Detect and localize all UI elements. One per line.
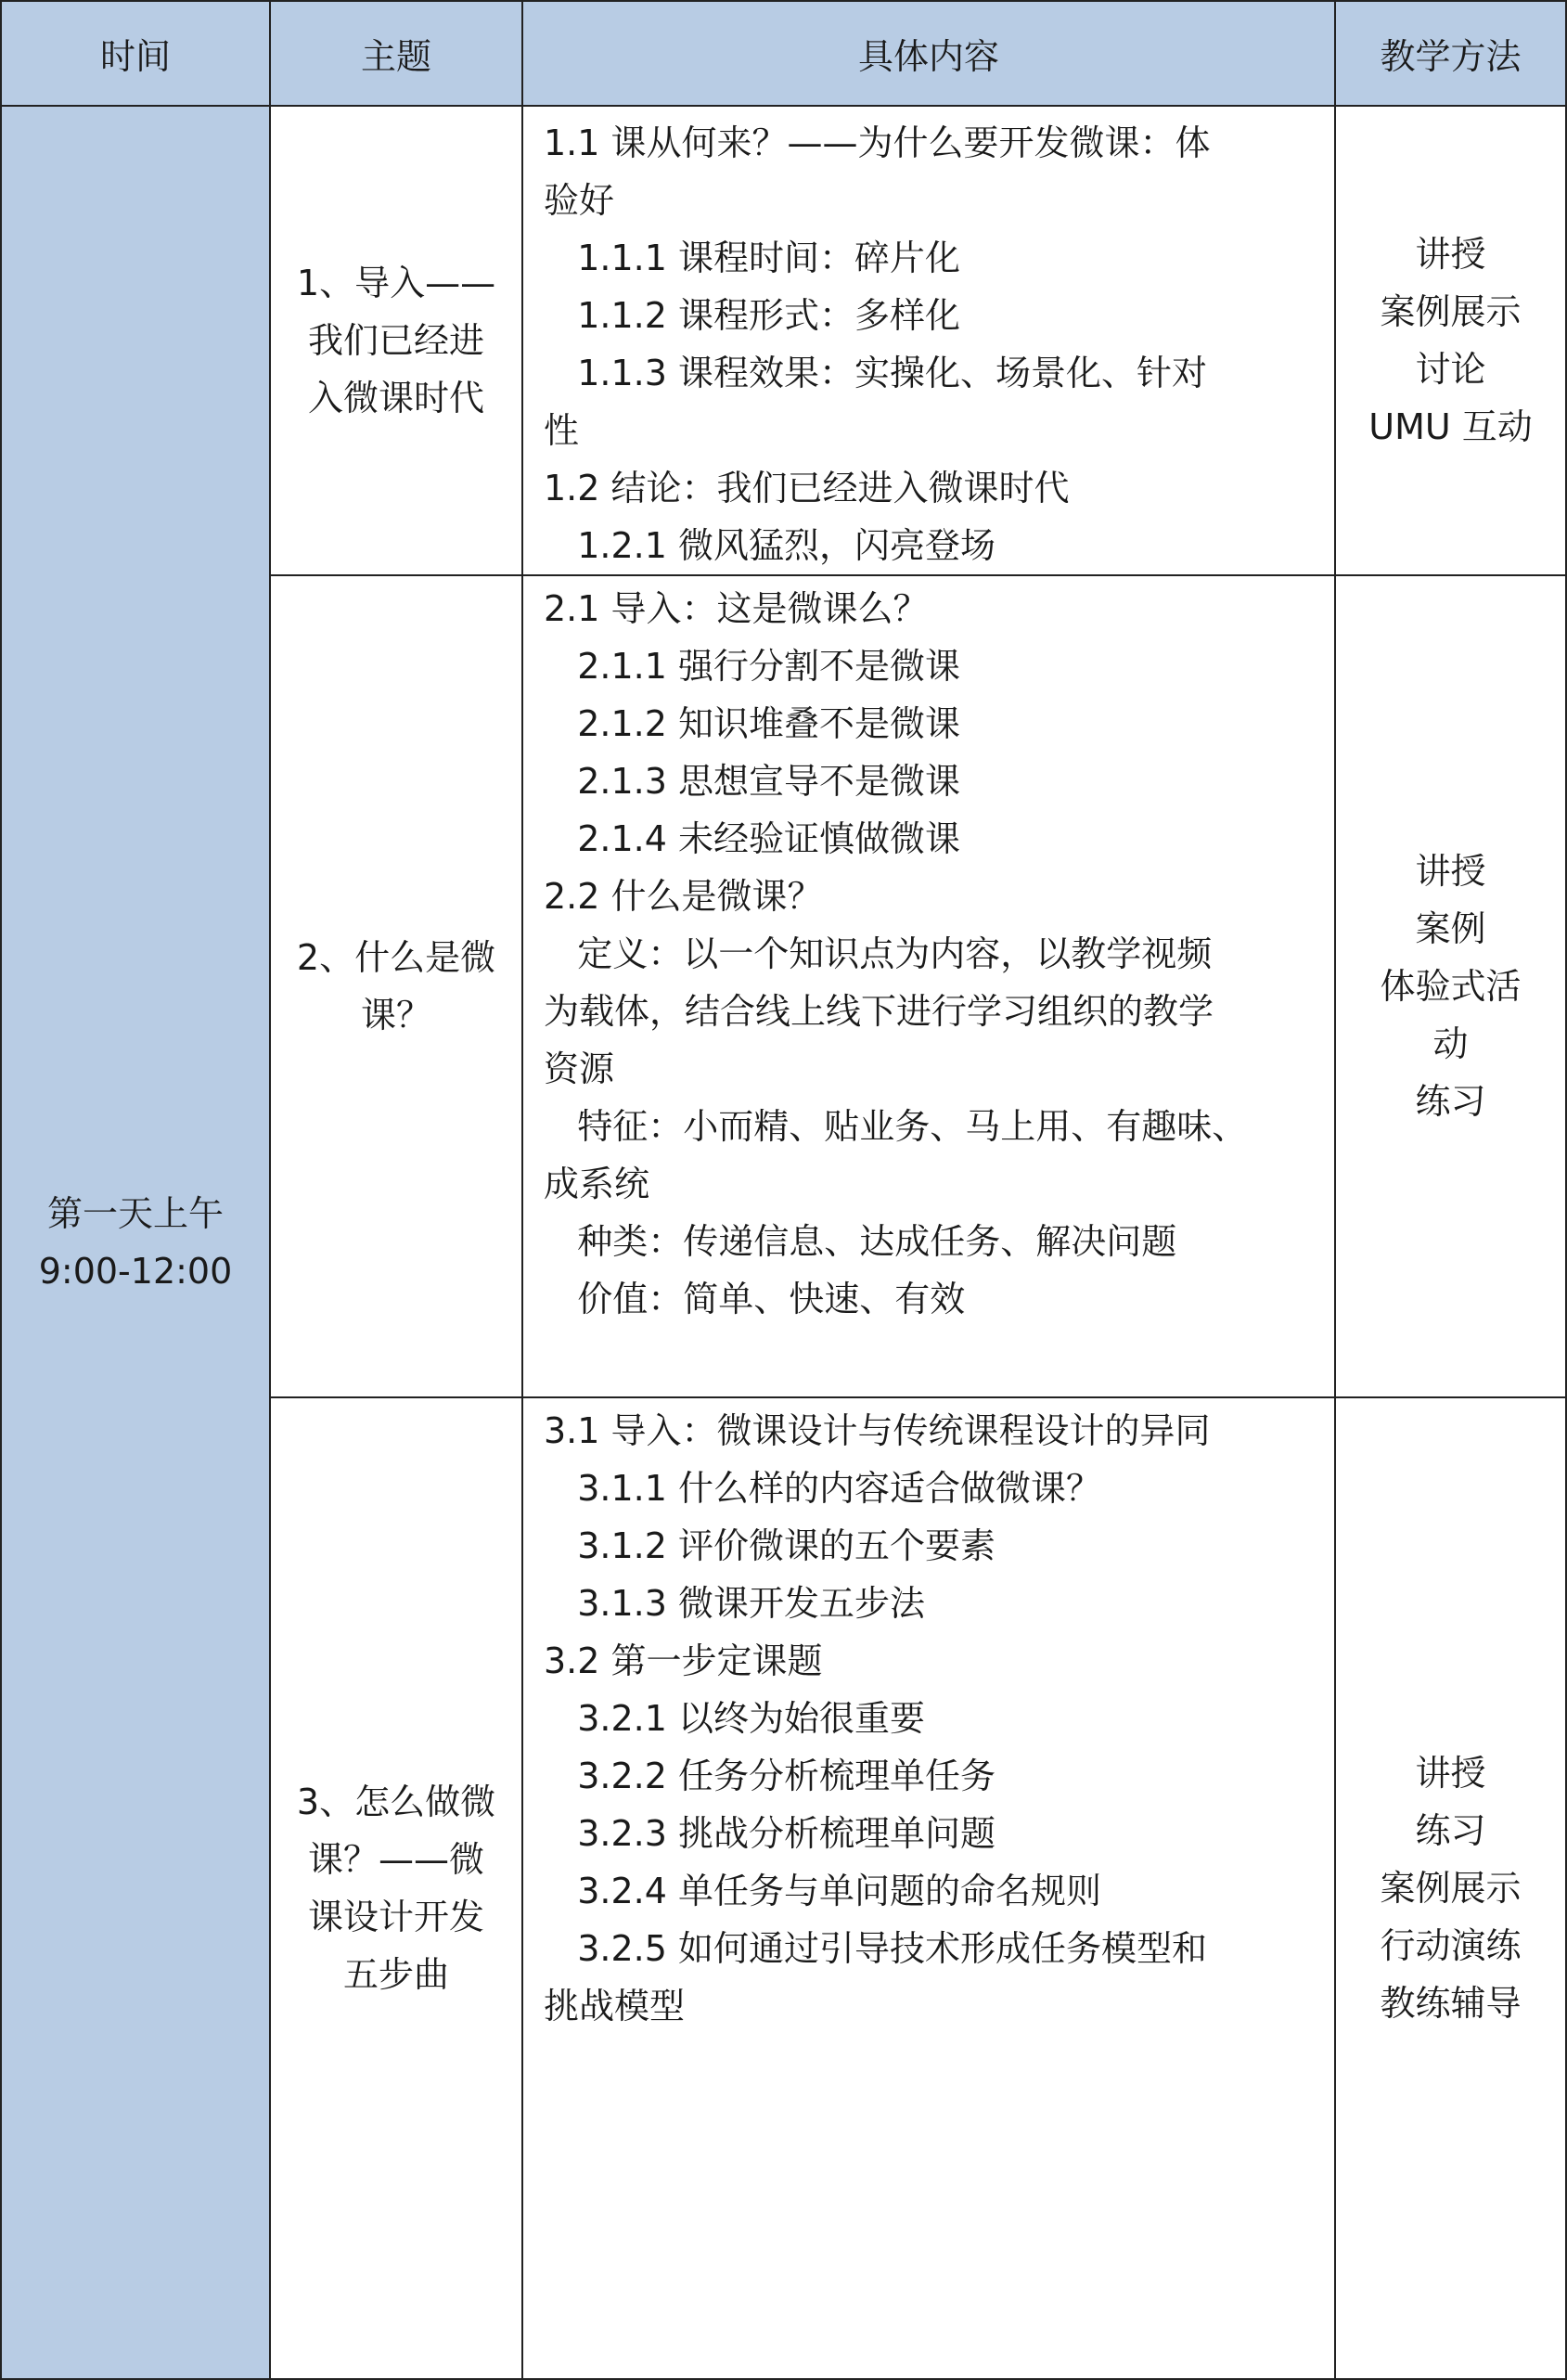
session-label: 第一天上午 — [46, 1193, 224, 1234]
content-line: 3.2.5 如何通过引导技术形成任务模型和 — [544, 1928, 1208, 1969]
content-line: 2.1.4 未经验证慎做微课 — [544, 818, 961, 859]
content-line: 资源 — [544, 1048, 615, 1089]
header-time: 时间 — [0, 0, 271, 107]
content-line: 1.2.1 微风猛烈，闪亮登场 — [544, 525, 996, 566]
content-line: 1.1.3 课程效果：实操化、场景化、针对 — [544, 353, 1208, 393]
content-line: 为载体，结合线上线下进行学习组织的教学 — [544, 991, 1214, 1032]
row-2-content — [521, 574, 1336, 1398]
content-line: 3.1.1 什么样的内容适合做微课？ — [544, 1468, 1102, 1509]
row-3-content — [521, 1396, 1336, 2380]
content-line: 1.1.1 课程时间：碎片化 — [544, 238, 961, 278]
content-line: 1.1 课从何来？——为什么要开发微课：体 — [544, 122, 1211, 163]
content-line: 2.1.3 思想宣导不是微课 — [544, 761, 961, 802]
row-1-content — [521, 105, 1336, 576]
content-line: 挑战模型 — [544, 1986, 686, 2026]
row-1-topic: 1、导入—— 我们已经进 入微课时代 — [269, 105, 523, 576]
content-line: 验好 — [544, 180, 615, 221]
content-line: 1.1.2 课程形式：多样化 — [544, 295, 961, 336]
content-line: 2.2 什么是微课？ — [544, 876, 823, 917]
row-1-method: 讲授 案例展示 讨论 UMU 互动 — [1334, 105, 1567, 576]
content-line: 1.2 结论：我们已经进入微课时代 — [544, 468, 1070, 508]
content-line: 2.1.2 知识堆叠不是微课 — [544, 703, 961, 744]
content-line: 特征：小而精、贴业务、马上用、有趣味、 — [544, 1106, 1248, 1147]
content-line: 性 — [544, 410, 580, 451]
header-topic: 主题 — [269, 0, 523, 107]
content-line: 3.1.2 评价微课的五个要素 — [544, 1525, 996, 1566]
content-line: 种类：传递信息、达成任务、解决问题 — [544, 1221, 1177, 1262]
row-2-topic: 2、什么是微 课？ — [269, 574, 523, 1398]
content-line: 2.1 导入：这是微课么？ — [544, 588, 929, 629]
row-2-method: 讲授 案例 体验式活 动 练习 — [1334, 574, 1567, 1398]
row-3-topic: 3、怎么做微 课？——微 课设计开发 五步曲 — [269, 1396, 523, 2380]
session-hours: 9:00-12:00 — [38, 1251, 233, 1292]
content-line: 成系统 — [544, 1164, 650, 1204]
header-method: 教学方法 — [1334, 0, 1567, 107]
content-line: 定义：以一个知识点为内容，以教学视频 — [544, 933, 1213, 974]
session-time-cell — [0, 105, 271, 2380]
content-line: 3.2.4 单任务与单问题的命名规则 — [544, 1871, 1102, 1911]
content-line: 3.2 第一步定课题 — [544, 1640, 823, 1681]
content-line: 2.1.1 强行分割不是微课 — [544, 646, 961, 687]
content-line: 3.1.3 微课开发五步法 — [544, 1583, 926, 1624]
content-line: 3.2.1 以终为始很重要 — [544, 1698, 926, 1739]
content-line: 3.2.3 挑战分析梳理单问题 — [544, 1813, 996, 1854]
content-line: 价值：简单、快速、有效 — [544, 1279, 966, 1319]
row-3-method: 讲授 练习 案例展示 行动演练 教练辅导 — [1334, 1396, 1567, 2380]
content-line: 3.2.2 任务分析梳理单任务 — [544, 1756, 996, 1796]
header-content: 具体内容 — [521, 0, 1336, 107]
content-line: 3.1 导入：微课设计与传统课程设计的异同 — [544, 1410, 1211, 1451]
